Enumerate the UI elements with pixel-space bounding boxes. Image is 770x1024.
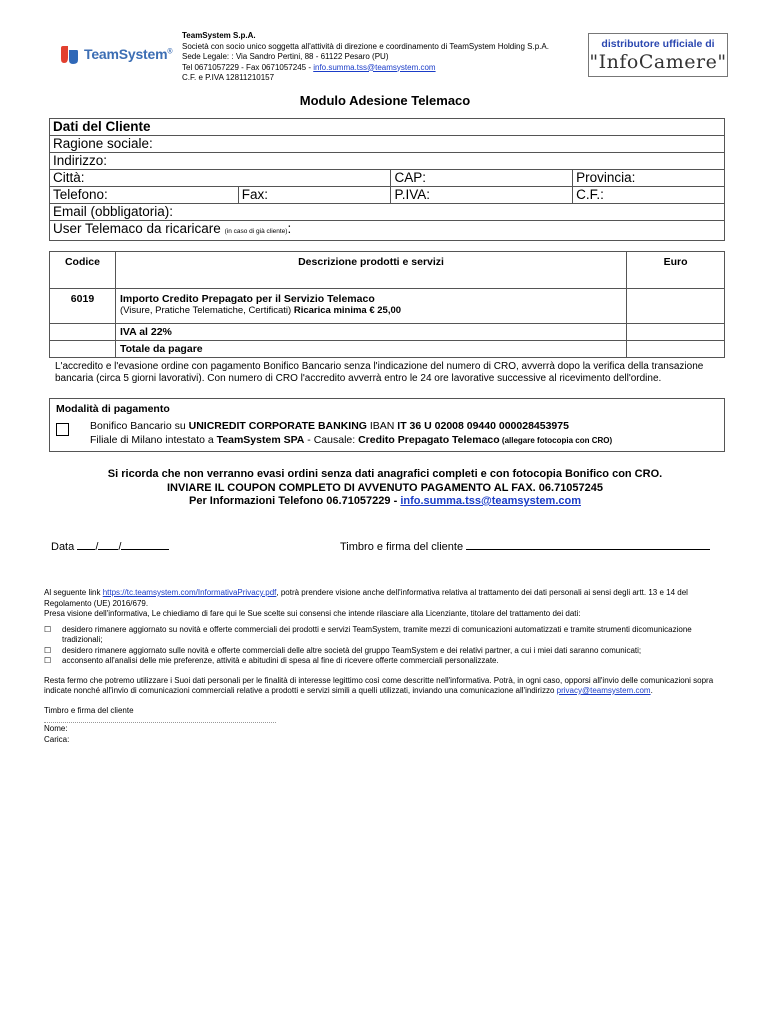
consent-checkbox-3: ☐ <box>44 656 52 665</box>
page-title: Modulo Adesione Telemaco <box>299 93 471 108</box>
payment-line2: Filiale di Milano intestato a TeamSystem SPA - Causale: Credito Prepagato Telemaco (allegare fotocopia con CRO) <box>90 434 613 446</box>
payment-heading: Modalità di pagamento <box>56 403 170 415</box>
reminder-line2: INVIARE IL COUPON COMPLETO DI AVVENUTO PAGAMENTO AL FAX. 06.71057245 <box>166 481 604 494</box>
company-email-link[interactable]: info.summa.tss@teamsystem.com <box>313 62 436 72</box>
table-row <box>50 324 725 341</box>
privacy-section <box>44 588 728 745</box>
indirizzo-field[interactable]: Indirizzo: <box>50 153 725 170</box>
teamsystem-logo-icon <box>58 44 80 66</box>
row-code: 6019 <box>50 289 116 324</box>
infocamere-logo: "InfoCamere" <box>589 51 727 73</box>
infocamere-label: distributore ufficiale di <box>601 38 715 50</box>
col-euro: Euro <box>627 252 725 289</box>
privacy-p3: Resta fermo che potremo utilizzare i Suoi dati personali per le finalità di interesse legittimo così come descritte nell'informativa. Potrà, in ogni caso, opporsi all'invio delle comunicazioni sopra indicate nonché all'invio di comunicazioni commerciali relative a prodotti e servizi simili a quelli utilizzati, inviando una comunicazione all'indirizzo privacy@teamsystem.com. <box>44 675 714 695</box>
row-description: Importo Credito Prepagato per il Servizio Telemaco (Visure, Pratiche Telematiche, Certificati) Ricarica minima € 25,00 <box>115 289 626 324</box>
user-telemaco-field[interactable]: User Telemaco da ricaricare (in caso di già cliente): <box>50 221 725 241</box>
company-line2: Sede Legale: : Via Sandro Pertini, 88 - 61122 Pesaro (PU) <box>182 52 389 61</box>
privacy-timbro-label: Timbro e firma del cliente <box>44 705 134 715</box>
iva-label: IVA al 22% <box>115 324 626 341</box>
consent-checkbox-2: ☐ <box>44 645 52 655</box>
user-telemaco-note: (in caso di già cliente) <box>224 228 288 235</box>
infocamere-box <box>588 33 728 77</box>
company-name: TeamSystem S.p.A. <box>182 31 256 40</box>
privacy-signature-line[interactable] <box>44 716 276 723</box>
carica-field[interactable]: Carica: <box>44 734 70 744</box>
client-data-table <box>49 118 725 241</box>
totale-euro-field[interactable] <box>627 341 725 358</box>
telefono-field[interactable]: Telefono: <box>50 187 239 204</box>
provincia-field[interactable]: Provincia: <box>573 170 725 187</box>
consent-option-1[interactable]: ☐ desidero rimanere aggiornato su novità e offerte commerciali dei prodotti e servizi TeamSystem, tramite mezzi di comunicazioni automatizzati e tramite strumenti dicomunicazione tradizionali; <box>44 624 692 644</box>
cf-field[interactable]: C.F.: <box>573 187 725 204</box>
signature-field[interactable]: Timbro e firma del cliente <box>340 539 710 553</box>
privacy-p2: Presa visione dell'informativa, Le chiediamo di fare qui le Sue scelte sui consensi che intende rilasciare alla Licenziante, titolare del trattamento dei dati: <box>44 609 581 618</box>
company-line4: C.F. e P.IVA 12811210157 <box>182 73 275 82</box>
payment-box <box>49 398 725 452</box>
col-descrizione: Descrizione prodotti e servizi <box>115 252 626 289</box>
col-codice: Codice <box>50 252 116 289</box>
table-row <box>50 341 725 358</box>
payment-checkbox[interactable] <box>56 423 69 436</box>
citta-field[interactable]: Città: <box>50 170 391 187</box>
iva-euro-field[interactable] <box>627 324 725 341</box>
company-info <box>182 31 549 84</box>
cro-note: L'accredito e l'evasione ordine con pagamento Bonifico Bancario senza l'indicazione del numero di CRO, avverrà dopo la verifica della transazione bancaria (circa 5 giorni lavorativi). Con numero di CRO l'accredito avverrà entro le 24 ore lavorative successive al ricevimento dell'ordine. <box>55 361 704 384</box>
row-euro-field[interactable] <box>627 289 725 324</box>
email-field[interactable]: Email (obbligatoria): <box>50 204 725 221</box>
ragione-sociale-field[interactable]: Ragione sociale: <box>50 136 725 153</box>
client-heading: Dati del Cliente <box>50 119 725 136</box>
privacy-link[interactable]: https://tc.teamsystem.com/InformativaPrivacy.pdf <box>102 588 277 597</box>
products-table <box>49 251 725 358</box>
date-field[interactable]: Data / / <box>51 539 169 553</box>
totale-label: Totale da pagare <box>115 341 626 358</box>
nome-field[interactable]: Nome: <box>44 724 68 733</box>
table-row <box>50 289 725 324</box>
privacy-email-link[interactable]: privacy@teamsystem.com <box>556 686 651 695</box>
payment-line1: Bonifico Bancario su UNICREDIT CORPORATE BANKING IBAN IT 36 U 02008 09440 000028453975 <box>90 420 569 432</box>
consent-checkbox-1: ☐ <box>44 624 52 634</box>
teamsystem-logo <box>58 44 173 68</box>
privacy-p1: Al seguente link https://tc.teamsystem.com/InformativaPrivacy.pdf, potrà prendere visione anche dell'informativa relativa al trattamento dei dati personali ai sensi degli artt. 13 e 14 del Regolamento (UE) 2016/679. <box>44 588 688 608</box>
consent-option-2[interactable]: ☐ desidero rimanere aggiornato sulle novità e offerte commerciali delle altre società del gruppo TeamSystem e dei relativi partner, a cui i miei dati saranno comunicati; <box>44 645 642 655</box>
consent-option-3[interactable]: ☐ acconsento all'analisi delle mie preferenze, attività e abitudini di spesa al fine di ricevere offerte commerciali personalizzate. <box>44 656 499 665</box>
reminder-block <box>0 468 770 509</box>
logo-text: TeamSystem® <box>84 46 173 62</box>
piva-field[interactable]: P.IVA: <box>391 187 573 204</box>
reminder-line3: Per Informazioni Telefono 06.71057229 - info.summa.tss@teamsystem.com <box>188 495 581 507</box>
fax-field[interactable]: Fax: <box>238 187 391 204</box>
info-email-link[interactable]: info.summa.tss@teamsystem.com <box>400 495 581 507</box>
reminder-line1: Si ricorda che non verranno evasi ordini senza dati anagrafici completi e con fotocopia Bonifico con CRO. <box>107 468 663 480</box>
company-line3: Tel 0671057229 - Fax 0671057245 - info.summa.tss@teamsystem.com <box>182 62 436 72</box>
company-line1: Società con socio unico soggetta all'attività di direzione e coordinamento di TeamSystem Holding S.p.A. <box>182 41 549 51</box>
cap-field[interactable]: CAP: <box>391 170 573 187</box>
